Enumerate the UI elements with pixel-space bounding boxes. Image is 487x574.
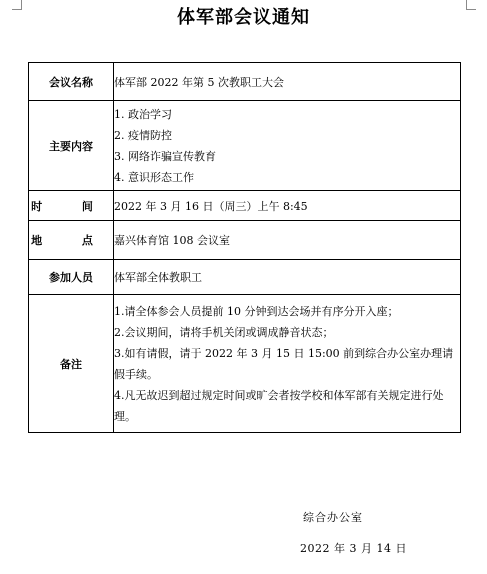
list-item: 4. 意识形态工作 bbox=[114, 170, 194, 184]
value-meeting-name: 体军部 2022 年第 5 次教职工大会 bbox=[114, 63, 461, 101]
value-place: 嘉兴体育馆 108 会议室 bbox=[114, 221, 461, 260]
table-row-meeting-name bbox=[29, 63, 461, 101]
value-main-content bbox=[114, 101, 461, 191]
label-attendees: 参加人员 bbox=[29, 260, 114, 295]
list-item: 2. 疫情防控 bbox=[114, 128, 172, 142]
list-item: 1.请全体参会人员提前 10 分钟到达会场并有序分开入座； bbox=[114, 304, 399, 318]
label-time bbox=[29, 191, 114, 221]
issuing-office: 综合办公室 bbox=[303, 511, 363, 524]
list-item: 3.如有请假，请于 2022 年 3 月 15 日 15:00 前到综合办公室办理请假手续。 bbox=[114, 346, 454, 381]
value-time: 2022 年 3 月 16 日（周三）上午 8:45 bbox=[114, 191, 461, 221]
table-row-place bbox=[29, 221, 461, 260]
list-item: 4.凡无故迟到超过规定时间或旷会者按学校和体军部有关规定进行处理。 bbox=[114, 388, 444, 423]
document-title: 体军部会议通知 bbox=[177, 7, 310, 28]
notice-table bbox=[28, 62, 461, 433]
label-main-content: 主要内容 bbox=[29, 101, 114, 191]
label-meeting-name: 会议名称 bbox=[29, 63, 114, 101]
list-item: 3. 网络诈骗宣传教育 bbox=[114, 149, 216, 163]
label-place-text: 地 点 bbox=[31, 234, 111, 247]
issue-date: 2022 年 3 月 14 日 bbox=[300, 542, 407, 555]
table-row-main-content bbox=[29, 101, 461, 191]
label-time-text: 时 间 bbox=[31, 199, 111, 213]
table-row-notes bbox=[29, 295, 461, 433]
list-item: 2.会议期间，请将手机关闭或调成静音状态； bbox=[114, 325, 334, 339]
label-place bbox=[29, 221, 114, 260]
list-item: 1. 政治学习 bbox=[114, 107, 172, 121]
table-row-attendees bbox=[29, 260, 461, 295]
value-attendees: 体军部全体教职工 bbox=[114, 260, 461, 295]
value-notes bbox=[114, 295, 461, 433]
table-row-time bbox=[29, 191, 461, 221]
label-notes: 备注 bbox=[29, 295, 114, 433]
